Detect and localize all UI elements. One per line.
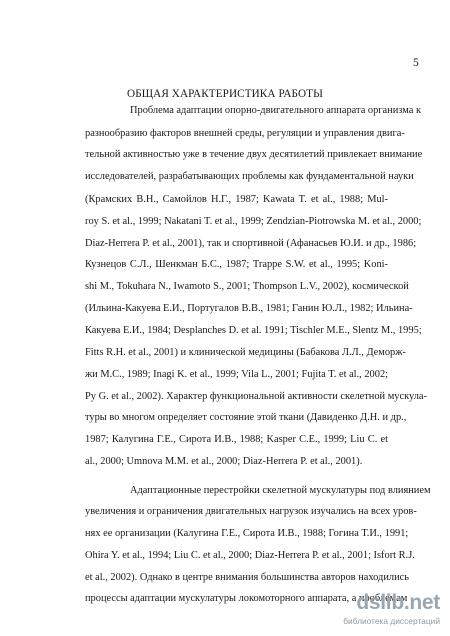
text-line: 1987; Калугина Г.Е., Сирота И.В., 1988; Kasper C.E., 1999; Liu C. et: [85, 434, 388, 445]
text-line: туры во многом определяет состояние этой ткани (Давиденко Д.Н. и др.,: [85, 412, 407, 423]
text-line: исследователей, разрабатывающих проблемы как фундаментальной науки: [85, 171, 414, 182]
text-line: (Крамских В.Н., Самойлов Н.Г., 1987; Kawata T. et al., 1988; Mul-: [85, 194, 388, 205]
text-line: жи М.С., 1989; Inagi K. et al., 1999; Vila L., 2001; Fujita T. et al., 2002;: [85, 369, 389, 380]
section-heading: ОБЩАЯ ХАРАКТЕРИСТИКА РАБОТЫ: [127, 88, 323, 100]
text-line: процессы адаптации мускулатуры локомоторного аппарата, а проблемам: [85, 593, 408, 604]
text-line: нях ее организации (Калугина Г.Е., Сирота И.В., 1988; Гогина Т.И., 1991;: [85, 528, 409, 539]
text-line: Проблема адаптации опорно-двигательного аппарата организма к: [130, 105, 422, 116]
text-line: Ohira Y. et al., 1994; Liu C. et al., 2000; Diaz-Herrera P. et al., 2001; Isfort R.J.: [85, 550, 415, 561]
text-line: разнообразию факторов внешней среды, регуляции и управления двига-: [85, 128, 405, 139]
text-line: Какуева Е.И., 1984; Desplanches D. et al. 1991; Tischler M.E., Slentz M., 1995;: [85, 325, 422, 336]
text-line: тельной активностью уже в течение двух десятилетий привлекает внимание: [85, 149, 423, 160]
watermark: [318, 591, 444, 629]
watermark-logo: dslib.net: [356, 591, 440, 614]
page-number: 5: [413, 57, 419, 69]
text-line: Py G. et al., 2002). Характер функциональной активности скелетной мускула-: [85, 391, 427, 402]
text-line: Кузнецов С.Л., Шенкман Б.С., 1987; Trappe S.W. et al., 1995; Koni-: [85, 259, 388, 270]
text-line: al., 2000; Umnova M.M. et al., 2000; Diaz-Herrera P. et al., 2001).: [85, 456, 363, 467]
text-line: et al., 2002). Однако в центре внимания большинства авторов находились: [85, 572, 410, 583]
text-line: shi M., Tokuhara N., Iwamoto S., 2001; Thompson L.V., 2002), космической: [85, 281, 409, 292]
text-line: Адаптационные перестройки скелетной мускулатуры под влиянием: [130, 485, 431, 496]
watermark-subtitle: библиотека диссертаций: [343, 616, 440, 626]
text-line: roy S. et al., 1999; Nakatani T. et al., 1999; Zendzian-Piotrowska M. et al., 2000;: [85, 216, 422, 227]
text-line: Fitts R.H. et al., 2001) и клинической медицины (Бабакова Л.Л., Деморж-: [85, 347, 406, 358]
text-line: Diaz-Herrera P. et al., 2001), так и спортивной (Афанасьев Ю.И. и др., 1986;: [85, 238, 417, 249]
text-line: (Ильина-Какуева Е.И., Португалов В.В., 1981; Ганин Ю.Л., 1982; Ильина-: [85, 303, 413, 314]
text-line: увеличения и ограничения двигательных нагрузок изучались на всех уров-: [85, 506, 417, 517]
